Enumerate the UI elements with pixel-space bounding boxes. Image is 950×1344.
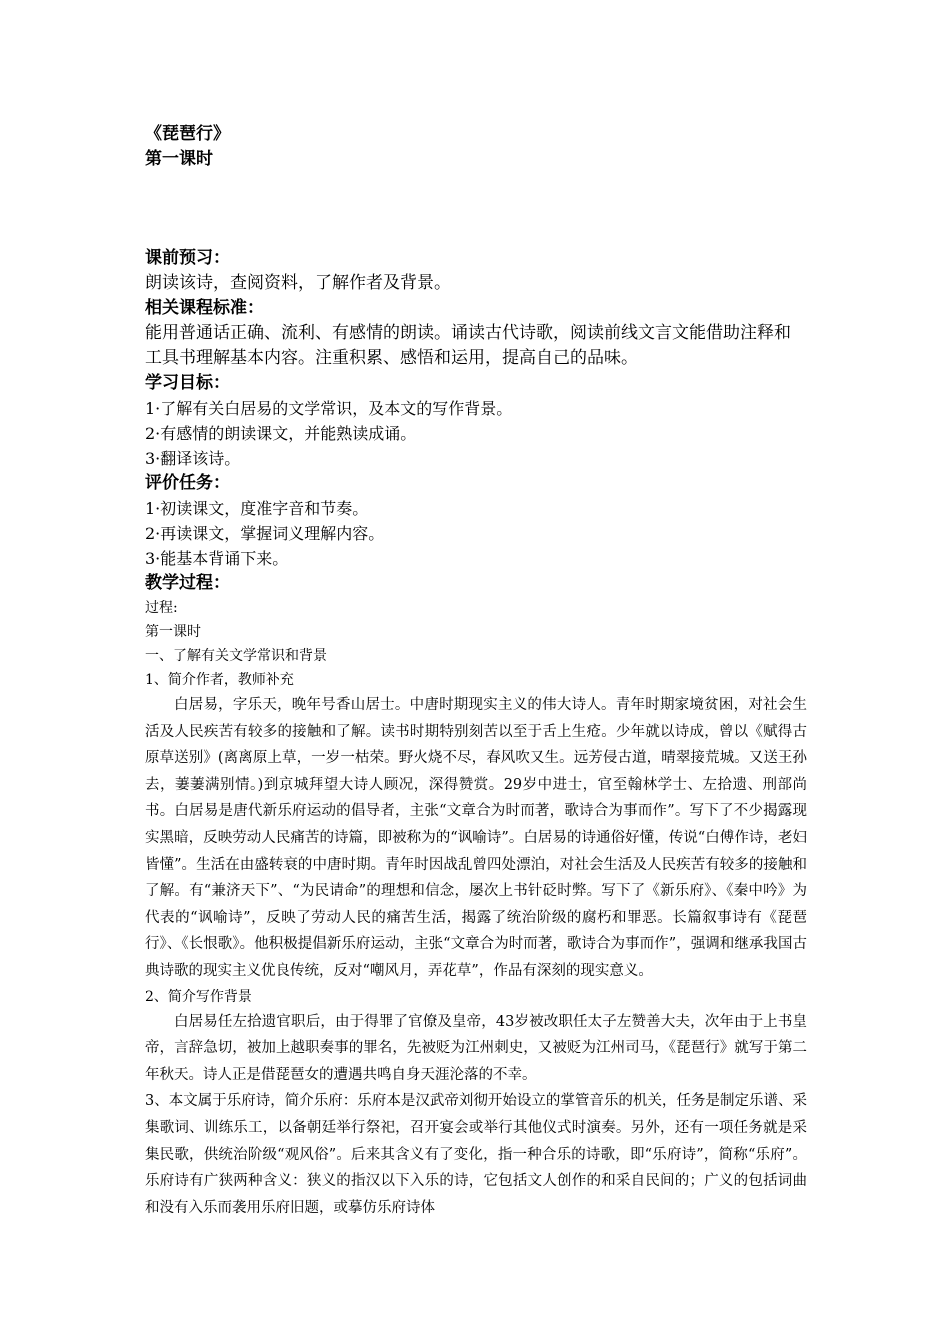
task-item-1: 1·初读课文，度准字音和节奏。 — [145, 499, 369, 518]
background-paragraph: 白居易任左拾遗官职后，由于得罪了官僚及皇帝，43岁被改职任太子左赞善大夫，次年由于上书皇帝，言辞急切，被加上越职奏事的罪名，先被贬为江州刺史，又被贬为江州司马，《琵琶行》就写于第二年秋天。诗人正是借琵琶女的遭遇共鸣自身天涯沦落的不幸。 — [145, 1013, 807, 1083]
standards-text: 能用普通话正确、流利、有感情的朗读。诵读古代诗歌，阅读前线文言文能借助注释和工具书理解基本内容。注重积累、感悟和运用，提高自己的品味。 — [145, 323, 791, 368]
document-page — [145, 122, 807, 1221]
goal-item-2: 2·有感情的朗读课文，并能熟读成诵。 — [145, 424, 417, 443]
goal-item-3: 3·翻译该诗。 — [145, 449, 241, 468]
goals-heading: 学习目标： — [145, 373, 230, 393]
task-item-3: 3·能基本背诵下来。 — [145, 549, 289, 568]
part-one-heading: 一、了解有关文学常识和背景 — [145, 648, 327, 664]
process-label: 过程: — [145, 600, 178, 616]
standards-heading: 相关课程标准： — [145, 298, 264, 318]
process-heading: 教学过程： — [145, 573, 230, 593]
doc-title: 《琵琶行》 — [145, 124, 230, 144]
item-two-title: 2、简介写作背景 — [145, 988, 252, 1005]
doc-subtitle: 第一课时 — [145, 149, 213, 169]
lesson-label: 第一课时 — [145, 624, 201, 640]
item-one-title: 1、简介作者，教师补充 — [145, 672, 294, 688]
preview-heading: 课前预习： — [145, 248, 230, 268]
goal-item-1: 1·了解有关白居易的文学常识，及本文的写作背景。 — [145, 399, 513, 418]
author-intro-paragraph: 白居易，字乐天，晚年号香山居士。中唐时期现实主义的伟大诗人。青年时期家境贫困，对社会生活及人民疾苦有较多的接触和了解。读书时期特别刻苦以至于舌上生疮。少年就以诗成，曾以《赋得古原草送别》(离离原上草，一岁一枯荣。野火烧不尽，春风吹又生。远芳侵古道，晴翠接荒城。又送王孙去，萋萋满别情。)到京城拜望大诗人顾况，深得赞赏。29岁中进士，官至翰林学士、左拾遗、刑部尚书。白居易是唐代新乐府运动的倡导者，主张“文章合为时而著，歌诗合为事而作”。写下了不少揭露现实黑暗，反映劳动人民痛苦的诗篇，即被称为的“讽喻诗”。白居易的诗通俗好懂，传说“白傅作诗，老妇皆懂”。生活在由盛转衰的中唐时期。青年时因战乱曾四处漂泊，对社会生活及人民疾苦有较多的接触和了解。有“兼济天下”、“为民请命”的理想和信念，屡次上书针砭时弊。写下了《新乐府》、《秦中吟》为代表的“讽喻诗”，反映了劳动人民的痛苦生活，揭露了统治阶级的腐朽和罪恶。长篇叙事诗有《琵琶行》、《长恨歌》。他积极提倡新乐府运动，主张“文章合为时而著，歌诗合为事而作”，强调和继承我国古典诗歌的现实主义优良传统，反对“嘲风月，弄花草”，作品有深刻的现实意义。 — [145, 697, 807, 979]
tasks-heading: 评价任务： — [145, 473, 230, 493]
yuefu-paragraph: 3、本文属于乐府诗，简介乐府：乐府本是汉武帝刘彻开始设立的掌管音乐的机关，任务是制定乐谱、采集歌词、训练乐工，以备朝廷举行祭祀，召开宴会或举行其他仪式时演奏。另外，还有一项任务就是采集民歌，供统治阶级“观风俗”。后来其含义有了变化，指一种合乐的诗歌，即“乐府诗”，简称“乐府”。乐府诗有广狭两种含义：狭义的指汉以下入乐的诗，它包括文人创作的和采自民间的；广义的包括词曲和没有入乐而袭用乐府旧题，或摹仿乐府诗体 — [145, 1093, 807, 1216]
preview-text: 朗读该诗，查阅资料，了解作者及背景。 — [145, 273, 451, 293]
title-block — [145, 122, 807, 172]
task-item-2: 2·再读课文，掌握词义理解内容。 — [145, 524, 385, 543]
